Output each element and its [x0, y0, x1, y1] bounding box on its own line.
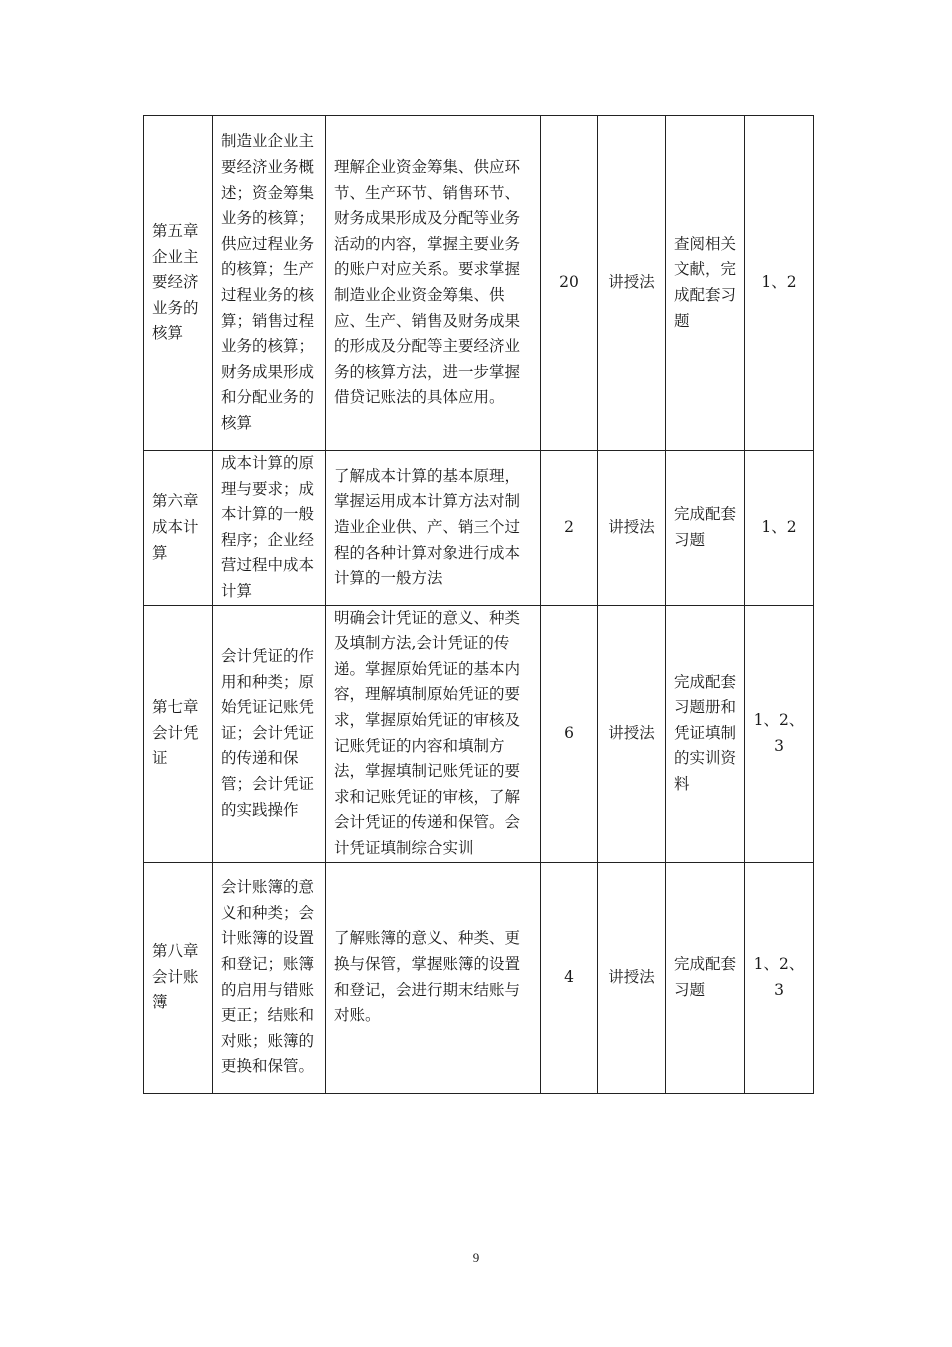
hours-cell: 20: [541, 116, 598, 451]
table-row: [144, 862, 814, 1093]
chapter-cell: 第六章成本计算: [144, 451, 213, 606]
objectives-cell: 1、2、3: [745, 862, 814, 1093]
content-cell: 制造业企业主要经济业务概述；资金筹集业务的核算；供应过程业务的核算；生产过程业务的核算；销售过程业务的核算；财务成果形成和分配业务的核算: [213, 116, 326, 451]
assignment-cell: 完成配套习题册和凭证填制的实训资料: [666, 605, 745, 862]
objectives-cell: 1、2、3: [745, 605, 814, 862]
assignment-cell: 完成配套习题: [666, 451, 745, 606]
method-cell: 讲授法: [598, 862, 666, 1093]
syllabus-table: [143, 115, 814, 1094]
objectives-cell: 1、2: [745, 116, 814, 451]
hours-cell: 2: [541, 451, 598, 606]
chapter-cell: 第八章会计账簿: [144, 862, 213, 1093]
table-row: [144, 116, 814, 451]
requirements-cell: 了解账簿的意义、种类、更换与保管，掌握账簿的设置和登记，会进行期末结账与对账。: [326, 862, 541, 1093]
content-cell: 会计账簿的意义和种类；会计账簿的设置和登记；账簿的启用与错账更正；结账和对账；账簿的更换和保管。: [213, 862, 326, 1093]
objectives-cell: 1、2: [745, 451, 814, 606]
chapter-cell: 第五章企业主要经济业务的核算: [144, 116, 213, 451]
table-row: [144, 451, 814, 606]
requirements-cell: 明确会计凭证的意义、种类及填制方法,会计凭证的传递。掌握原始凭证的基本内容，理解填制原始凭证的要求，掌握原始凭证的审核及记账凭证的内容和填制方法，掌握填制记账凭证的要求和记账凭证的审核，了解会计凭证的传递和保管。会计凭证填制综合实训: [326, 605, 541, 862]
assignment-cell: 查阅相关文献，完成配套习题: [666, 116, 745, 451]
table-row: [144, 605, 814, 862]
chapter-cell: 第七章会计凭证: [144, 605, 213, 862]
page-number: 9: [472, 1250, 480, 1265]
content-cell: 成本计算的原理与要求；成本计算的一般程序；企业经营过程中成本计算: [213, 451, 326, 606]
assignment-cell: 完成配套习题: [666, 862, 745, 1093]
requirements-cell: 理解企业资金筹集、供应环节、生产环节、销售环节、财务成果形成及分配等业务活动的内容，掌握主要业务的账户对应关系。要求掌握制造业企业资金筹集、供应、生产、销售及财务成果的形成及分配等主要经济业务的核算方法，进一步掌握借贷记账法的具体应用。: [326, 116, 541, 451]
hours-cell: 4: [541, 862, 598, 1093]
method-cell: 讲授法: [598, 116, 666, 451]
requirements-cell: 了解成本计算的基本原理，掌握运用成本计算方法对制造业企业供、产、销三个过程的各种计算对象进行成本计算的一般方法: [326, 451, 541, 606]
method-cell: 讲授法: [598, 451, 666, 606]
hours-cell: 6: [541, 605, 598, 862]
content-cell: 会计凭证的作用和种类；原始凭证记账凭证；会计凭证的传递和保管；会计凭证的实践操作: [213, 605, 326, 862]
method-cell: 讲授法: [598, 605, 666, 862]
